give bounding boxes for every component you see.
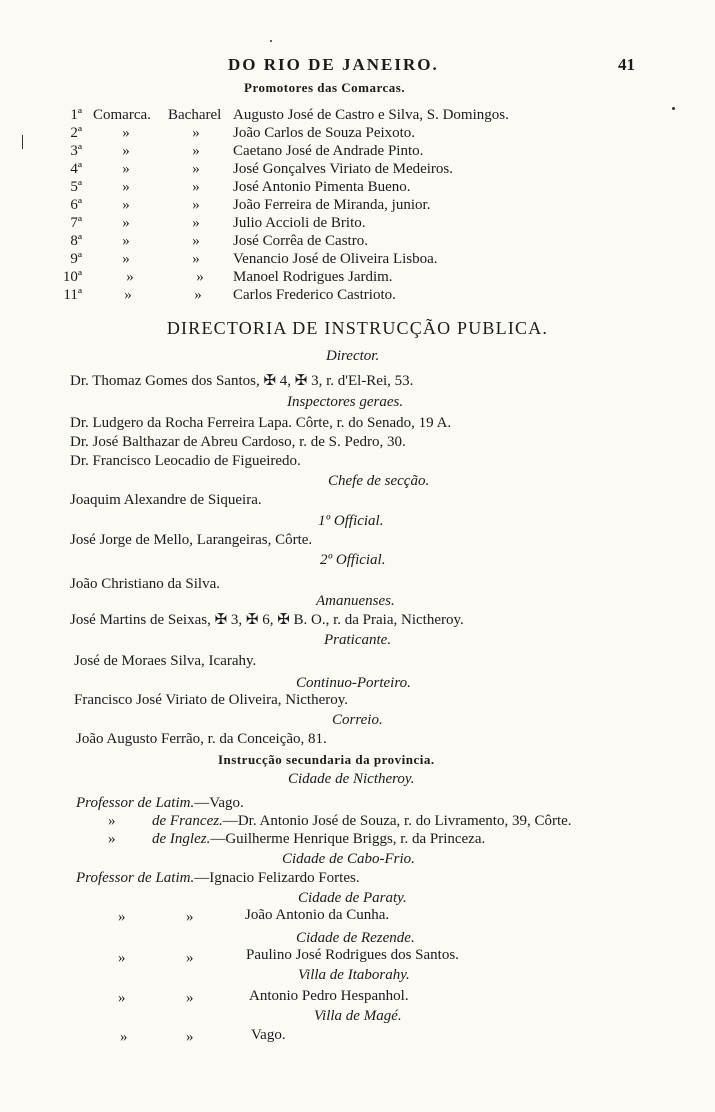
table-row bbox=[0, 107, 715, 125]
table-row bbox=[0, 197, 715, 215]
ditto-mark: » bbox=[192, 125, 200, 141]
ditto-mark: » bbox=[186, 950, 194, 966]
inspectores-label: Inspectores geraes. bbox=[287, 394, 404, 410]
inglez-value: —Guilherme Henrique Briggs, r. da Princeza. bbox=[210, 831, 486, 847]
comarca-number: 1ª bbox=[70, 107, 82, 123]
ditto-mark: » bbox=[120, 1029, 128, 1045]
table-row bbox=[0, 179, 715, 197]
amanuenses-entry: José Martins de Seixas, ✠ 3, ✠ 6, ✠ B. O., r. da Praia, Nictheroy. bbox=[70, 612, 464, 628]
ditto-mark: » bbox=[122, 161, 130, 177]
running-title: DO RIO DE JANEIRO. bbox=[228, 55, 439, 74]
francez-value: —Dr. Antonio José de Souza, r. do Livramento, 39, Côrte. bbox=[222, 813, 572, 829]
title-label: Bacharel bbox=[168, 107, 222, 123]
comarca-number: 2ª bbox=[70, 125, 82, 141]
latim-value: —Vago. bbox=[194, 795, 244, 811]
ditto-mark: » bbox=[122, 233, 130, 249]
ditto-mark: » bbox=[122, 215, 130, 231]
ditto-mark: » bbox=[118, 950, 126, 966]
ditto-mark: » bbox=[122, 197, 130, 213]
comarca-number: 4ª bbox=[70, 161, 82, 177]
latim-entry bbox=[76, 795, 244, 812]
ditto-mark: » bbox=[122, 125, 130, 141]
ditto-mark: » bbox=[192, 215, 200, 231]
rezende-label: Cidade de Rezende. bbox=[296, 930, 415, 946]
promotores-heading: Promotores das Comarcas. bbox=[244, 80, 406, 95]
ditto-mark: » bbox=[118, 990, 126, 1006]
cabofrio-entry bbox=[76, 870, 360, 887]
page-number: 41 bbox=[618, 55, 635, 74]
comarca-number: 5ª bbox=[70, 179, 82, 195]
ditto-mark: » bbox=[194, 287, 202, 303]
table-row bbox=[0, 251, 715, 269]
promotor-name: Venancio José de Oliveira Lisboa. bbox=[233, 251, 438, 267]
print-mark bbox=[22, 135, 23, 149]
comarca-number: 9ª bbox=[70, 251, 82, 267]
promotor-name: João Carlos de Souza Peixoto. bbox=[233, 125, 416, 141]
print-mark bbox=[672, 107, 675, 110]
ditto-mark: » bbox=[186, 990, 194, 1006]
rezende-entry: Paulino José Rodrigues dos Santos. bbox=[246, 947, 459, 963]
chefe-label: Chefe de secção. bbox=[328, 473, 430, 489]
ditto-mark: » bbox=[186, 1029, 194, 1045]
continuo-label: Continuo-Porteiro. bbox=[296, 675, 411, 691]
cabofrio-prof-label: Professor de Latim. bbox=[76, 870, 195, 886]
table-row bbox=[0, 125, 715, 143]
comarca-number: 11ª bbox=[63, 287, 82, 303]
chefe-entry: Joaquim Alexandre de Siqueira. bbox=[70, 492, 262, 508]
inglez-entry bbox=[152, 831, 485, 848]
ditto-mark: » bbox=[192, 179, 200, 195]
ditto-mark: » bbox=[108, 831, 116, 847]
latim-label: Professor de Latim. bbox=[76, 795, 195, 811]
inspector-entry: Dr. José Balthazar de Abreu Cardoso, r. de S. Pedro, 30. bbox=[70, 434, 406, 450]
comarca-number: 10ª bbox=[62, 269, 82, 285]
inspector-entry: Dr. Ludgero da Rocha Ferreira Lapa. Côrte, r. do Senado, 19 A. bbox=[70, 415, 452, 431]
praticante-label: Praticante. bbox=[324, 632, 392, 648]
official1-label: 1º Official. bbox=[318, 513, 384, 529]
print-mark bbox=[270, 40, 272, 42]
inspector-entry: Dr. Francisco Leocadio de Figueiredo. bbox=[70, 453, 301, 469]
ditto-mark: » bbox=[122, 179, 130, 195]
ditto-mark: » bbox=[196, 269, 204, 285]
directoria-heading: DIRECTORIA DE INSTRUCÇÃO PUBLICA. bbox=[166, 318, 549, 338]
francez-label: de Francez. bbox=[152, 813, 223, 829]
ditto-mark: » bbox=[186, 909, 194, 925]
ditto-mark: » bbox=[126, 269, 134, 285]
official1-entry: José Jorge de Mello, Larangeiras, Côrte. bbox=[70, 532, 313, 548]
instruccao-heading: Instrucção secundaria da provincia. bbox=[218, 752, 435, 767]
ditto-mark: » bbox=[124, 287, 132, 303]
table-row bbox=[0, 143, 715, 161]
itaborahy-entry: Antonio Pedro Hespanhol. bbox=[249, 988, 409, 1004]
paraty-entry: João Antonio da Cunha. bbox=[245, 907, 390, 923]
promotor-name: Caetano José de Andrade Pinto. bbox=[233, 143, 424, 159]
comarca-number: 6ª bbox=[70, 197, 82, 213]
ditto-mark: » bbox=[122, 251, 130, 267]
ditto-mark: » bbox=[192, 251, 200, 267]
official2-entry: João Christiano da Silva. bbox=[70, 576, 220, 592]
director-entry: Dr. Thomaz Gomes dos Santos, ✠ 4, ✠ 3, r. d'El-Rei, 53. bbox=[70, 373, 414, 389]
continuo-entry: Francisco José Viriato de Oliveira, Nictheroy. bbox=[74, 692, 349, 708]
itaborahy-label: Villa de Itaborahy. bbox=[298, 967, 410, 983]
promotor-name: José Gonçalves Viriato de Medeiros. bbox=[233, 161, 454, 177]
director-label: Director. bbox=[326, 348, 380, 364]
promotor-name: Carlos Frederico Castrioto. bbox=[233, 287, 396, 303]
table-row bbox=[0, 161, 715, 179]
table-row bbox=[0, 233, 715, 251]
promotor-name: Manoel Rodrigues Jardim. bbox=[233, 269, 393, 285]
comarca-number: 7ª bbox=[70, 215, 82, 231]
official2-label: 2º Official. bbox=[320, 552, 386, 568]
nictheroy-label: Cidade de Nictheroy. bbox=[288, 771, 415, 787]
paraty-label: Cidade de Paraty. bbox=[298, 890, 407, 906]
ditto-mark: » bbox=[118, 909, 126, 925]
ditto-mark: » bbox=[192, 197, 200, 213]
table-row bbox=[0, 215, 715, 233]
promotor-name: José Antonio Pimenta Bueno. bbox=[233, 179, 411, 195]
comarca-label: Comarca. bbox=[93, 107, 151, 123]
promotor-name: José Corrêa de Castro. bbox=[233, 233, 368, 249]
inglez-label: de Inglez. bbox=[152, 831, 211, 847]
ditto-mark: » bbox=[108, 813, 116, 829]
table-row bbox=[0, 287, 715, 305]
mage-entry: Vago. bbox=[251, 1027, 286, 1043]
promotor-name: Augusto José de Castro e Silva, S. Domingos. bbox=[233, 107, 509, 123]
ditto-mark: » bbox=[192, 233, 200, 249]
ditto-mark: » bbox=[192, 161, 200, 177]
promotor-name: Julio Accioli de Brito. bbox=[233, 215, 366, 231]
cabofrio-label: Cidade de Cabo-Frio. bbox=[282, 851, 415, 867]
ditto-mark: » bbox=[122, 143, 130, 159]
promotor-name: João Ferreira de Miranda, junior. bbox=[233, 197, 431, 213]
cabofrio-value: —Ignacio Felizardo Fortes. bbox=[194, 870, 360, 886]
comarca-number: 8ª bbox=[70, 233, 82, 249]
comarca-number: 3ª bbox=[70, 143, 82, 159]
mage-label: Villa de Magé. bbox=[314, 1008, 402, 1024]
correio-entry: João Augusto Ferrão, r. da Conceição, 81. bbox=[76, 731, 327, 747]
correio-label: Correio. bbox=[332, 712, 383, 728]
francez-entry bbox=[152, 813, 572, 830]
table-row bbox=[0, 269, 715, 287]
praticante-entry: José de Moraes Silva, Icarahy. bbox=[74, 653, 257, 669]
amanuenses-label: Amanuenses. bbox=[316, 593, 395, 609]
ditto-mark: » bbox=[192, 143, 200, 159]
